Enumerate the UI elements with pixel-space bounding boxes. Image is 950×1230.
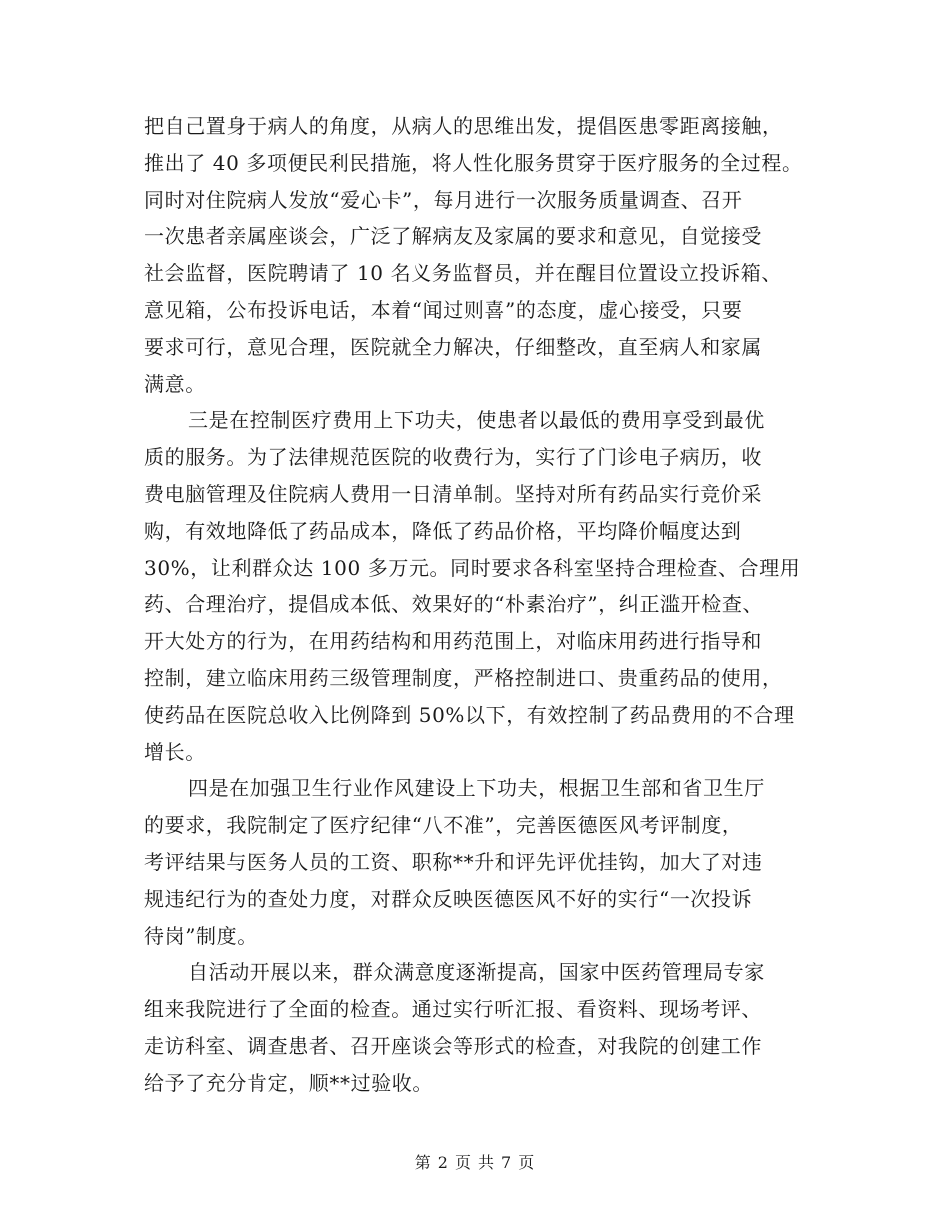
text-line: 意见箱，公布投诉电话，本着“闻过则喜”的态度，虚心接受，只要 (144, 297, 743, 322)
paragraph (144, 770, 824, 954)
text-line: 组来我院进行了全面的检查。通过实行听汇报、看资料、现场考评、 (144, 997, 762, 1022)
text-line: 30%，让利群众达 100 多万元。同时要求各科室坚持合理检查、合理用 (144, 555, 801, 580)
footer-middle: 页 共 (454, 1153, 496, 1172)
text-line: 一次患者亲属座谈会，广泛了解病友及家属的要求和意见，自觉接受 (144, 224, 762, 249)
text-line: 给予了充分肯定，顺**过验收。 (144, 1070, 433, 1095)
text-line: 开大处方的行为，在用药结构和用药范围上，对临床用药进行指导和 (144, 629, 762, 654)
text-line: 推出了 40 多项便民利民措施，将人性化服务贯穿于医疗服务的全过程。 (144, 150, 803, 175)
text-line: 三是在控制医疗费用上下功夫，使患者以最低的费用享受到最优 (188, 408, 765, 433)
paragraph (144, 108, 824, 402)
text-line: 药、合理治疗，提倡成本低、效果好的“朴素治疗”，纠正滥开检查、 (144, 592, 764, 617)
text-line: 社会监督，医院聘请了 10 名义务监督员，并在醒目位置设立投诉箱、 (144, 261, 782, 286)
text-line: 四是在加强卫生行业作风建设上下功夫，根据卫生部和省卫生厅 (188, 776, 765, 801)
text-line: 增长。 (144, 739, 206, 764)
text-line: 走访科室、调查患者、召开座谈会等形式的检查，对我院的创建工作 (144, 1033, 762, 1058)
text-line: 自活动开展以来，群众满意度逐渐提高，国家中医药管理局专家 (188, 960, 765, 985)
text-line: 待岗”制度。 (144, 923, 258, 948)
text-line: 把自己置身于病人的角度，从病人的思维出发，提倡医患零距离接触， (144, 114, 783, 138)
paragraph (144, 402, 824, 770)
text-line: 质的服务。为了法律规范医院的收费行为，实行了门诊电子病历，收 (144, 445, 762, 470)
text-line: 同时对住院病人发放“爱心卡”，每月进行一次服务质量调查、召开 (144, 187, 743, 212)
page-footer (0, 1150, 950, 1173)
text-line: 使药品在医院总收入比例降到 50%以下，有效控制了药品费用的不合理 (144, 702, 795, 727)
footer-prefix: 第 (414, 1153, 432, 1172)
footer-total-pages: 7 (501, 1153, 513, 1172)
footer-suffix: 页 (518, 1153, 536, 1172)
footer-current-page: 2 (437, 1153, 449, 1172)
text-line: 满意。 (144, 371, 206, 396)
text-line: 控制，建立临床用药三级管理制度，严格控制进口、贵重药品的使用， (144, 665, 783, 690)
body-text (144, 108, 824, 1102)
text-line: 购，有效地降低了药品成本，降低了药品价格，平均降价幅度达到 (144, 518, 742, 543)
text-line: 规违纪行为的查处力度，对群众反映医德医风不好的实行“一次投诉 (144, 886, 753, 911)
text-line: 考评结果与医务人员的工资、职称**升和评先评优挂钩，加大了对违 (144, 849, 763, 874)
text-line: 要求可行，意见合理，医院就全力解决，仔细整改，直至病人和家属 (144, 334, 762, 359)
paragraph (144, 954, 824, 1101)
text-line: 的要求，我院制定了医疗纪律“八不准”，完善医德医风考评制度， (144, 813, 743, 838)
text-line: 费电脑管理及住院病人费用一日清单制。坚持对所有药品实行竞价采 (144, 481, 762, 506)
